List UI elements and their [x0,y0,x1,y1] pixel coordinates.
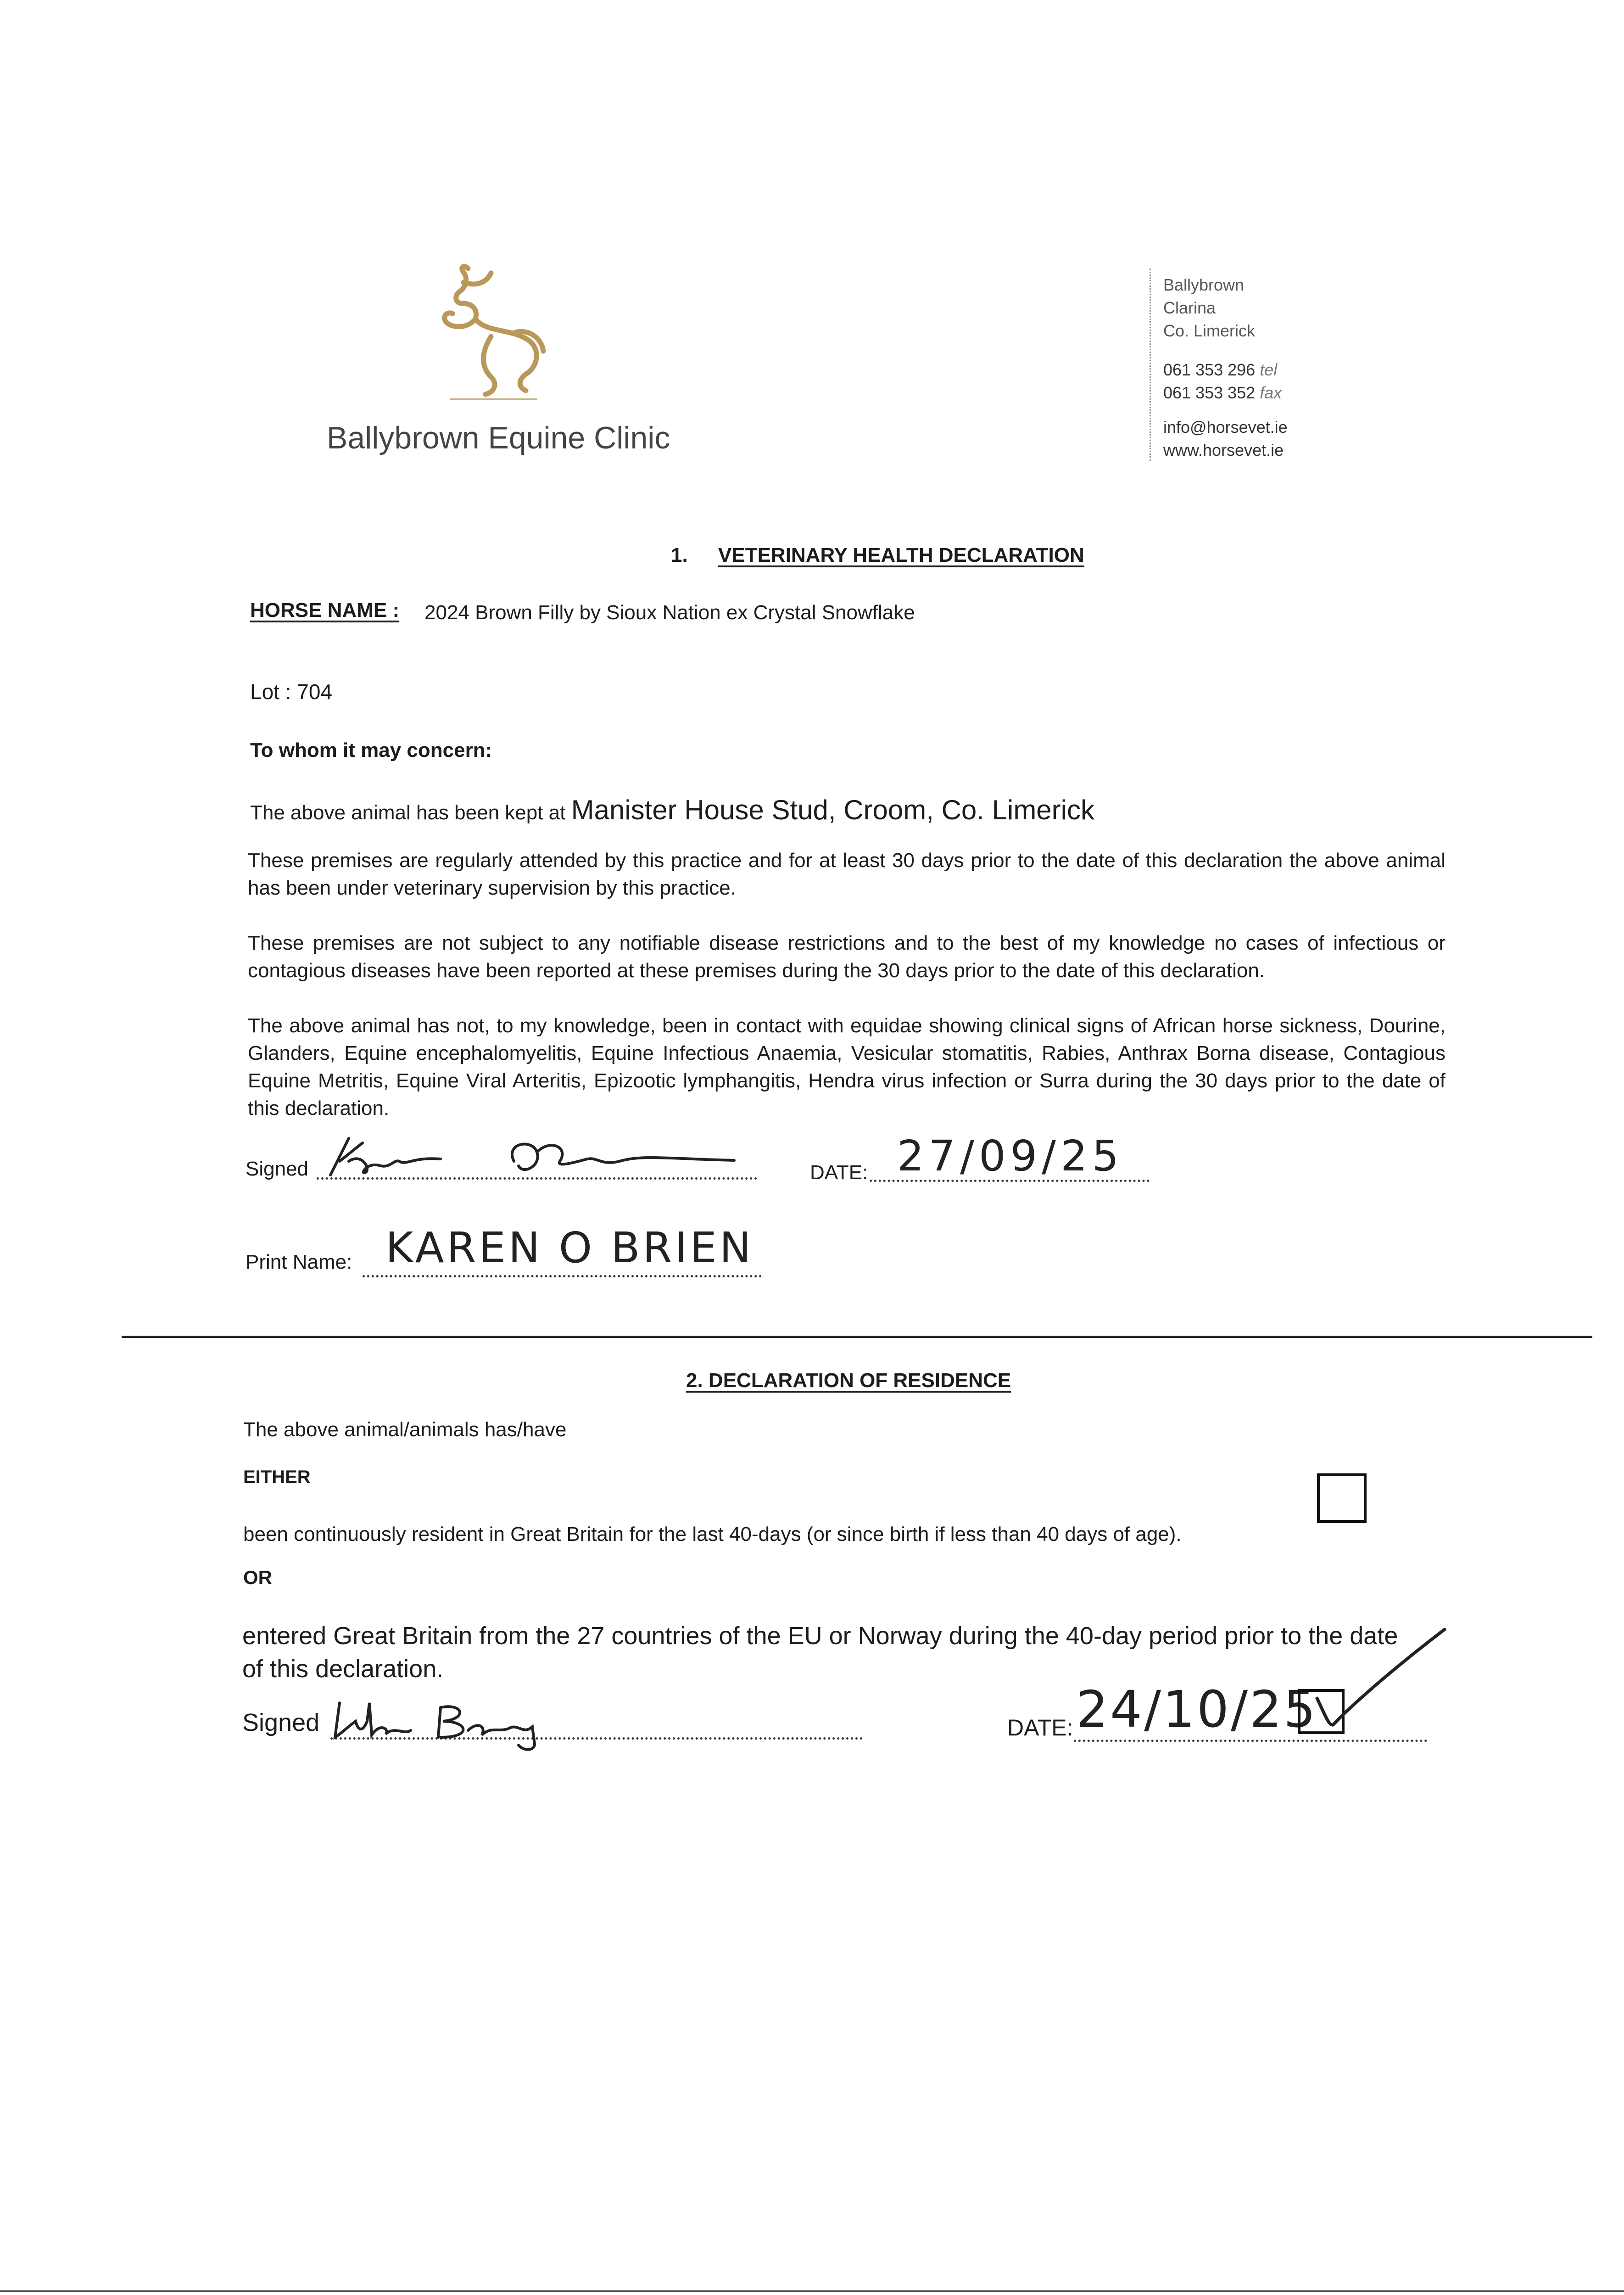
email-link[interactable]: info@horsevet.ie [1163,418,1288,437]
fax-line [1163,383,1282,403]
phone-label: tel [1260,360,1278,379]
kept-at-location: Manister House Stud, Croom, Co. Limerick [571,795,1094,825]
phone-line [1163,360,1277,380]
handwritten-print-name: KAREN O BRIEN [385,1223,754,1272]
salutation: To whom it may concern: [250,739,492,761]
clinic-name: Ballybrown Equine Clinic [327,420,670,455]
option2-text: entered Great Britain from the 27 countries of the EU or Norway during the 40-day period prior to the date of this declaration. [242,1622,1398,1683]
fax-label: fax [1260,383,1282,402]
section-divider [122,1336,1592,1338]
section1-number: 1. [671,544,688,566]
horse-logo-icon [436,259,551,406]
either-label: EITHER [243,1467,311,1487]
horse-name-label: HORSE NAME : [250,599,400,621]
page-bottom-edge [0,2290,1624,2292]
section2-title: 2. DECLARATION OF RESIDENCE [686,1369,1011,1392]
or-label: OR [243,1567,272,1588]
header-divider [1150,269,1151,461]
address-line-2: Clarina [1163,298,1216,317]
date-line-2 [1074,1740,1427,1742]
paragraph-restrictions: These premises are not subject to any notifiable disease restrictions and to the best of my knowledge no cases of infectious or contagious diseases have been reported at these premises during the 30 days prior to the date of this declaration. [248,932,1445,982]
residence-intro: The above animal/animals has/have [243,1418,567,1441]
website-link[interactable]: www.horsevet.ie [1163,441,1284,459]
address-line-3: Co. Limerick [1163,321,1256,340]
checkmark-icon [1299,1620,1450,1735]
handwritten-signature-1 [321,1134,762,1184]
signed-label-1: Signed [246,1158,309,1180]
date-label-2: DATE: [1007,1715,1073,1741]
paragraph-diseases: The above animal has not, to my knowledge, been in contact with equidae showing clinical signs of African horse sickness, Dourine, Glanders, Equine encephalomyelitis, Equine Infectious Anaemia, Vesicular stomatitis, Rabies, Anthrax Borna disease, Contagious Equine Metritis, Equine Viral Arteritis, Epizootic lymphangitis, Hendra virus infection or Surra during the 30 days prior to the date of this declaration. [248,1014,1445,1120]
kept-at-line [250,794,1094,826]
kept-at-prefix: The above animal has been kept at [250,801,566,824]
signed-label-2: Signed [242,1709,320,1736]
clinic-logo [436,259,551,406]
paragraph-supervision: These premises are regularly attended by this practice and for at least 30 days prior to the date of this declaration the above animal has been under veterinary supervision by this practice. [248,849,1445,899]
print-name-line [363,1275,762,1277]
print-name-label: Print Name: [246,1251,352,1273]
phone-number: 061 353 296 [1163,360,1256,379]
horse-name-value: 2024 Brown Filly by Sioux Nation ex Crystal Snowflake [424,601,915,624]
lot-number: Lot : 704 [250,680,333,704]
fax-number: 061 353 352 [1163,383,1256,402]
section1-title: VETERINARY HEALTH DECLARATION [718,544,1084,566]
option1-text: been continuously resident in Great Britain for the last 40-days (or since birth if less than 40 days of age). [243,1523,1182,1545]
date-label-1: DATE: [810,1161,868,1184]
handwritten-signature-2 [330,1694,569,1753]
handwritten-date-1: 27/09/25 [897,1131,1124,1181]
handwritten-date-2: 24/10/25 [1076,1680,1318,1739]
option1-checkbox[interactable] [1317,1473,1367,1523]
address-line-1: Ballybrown [1163,275,1245,294]
